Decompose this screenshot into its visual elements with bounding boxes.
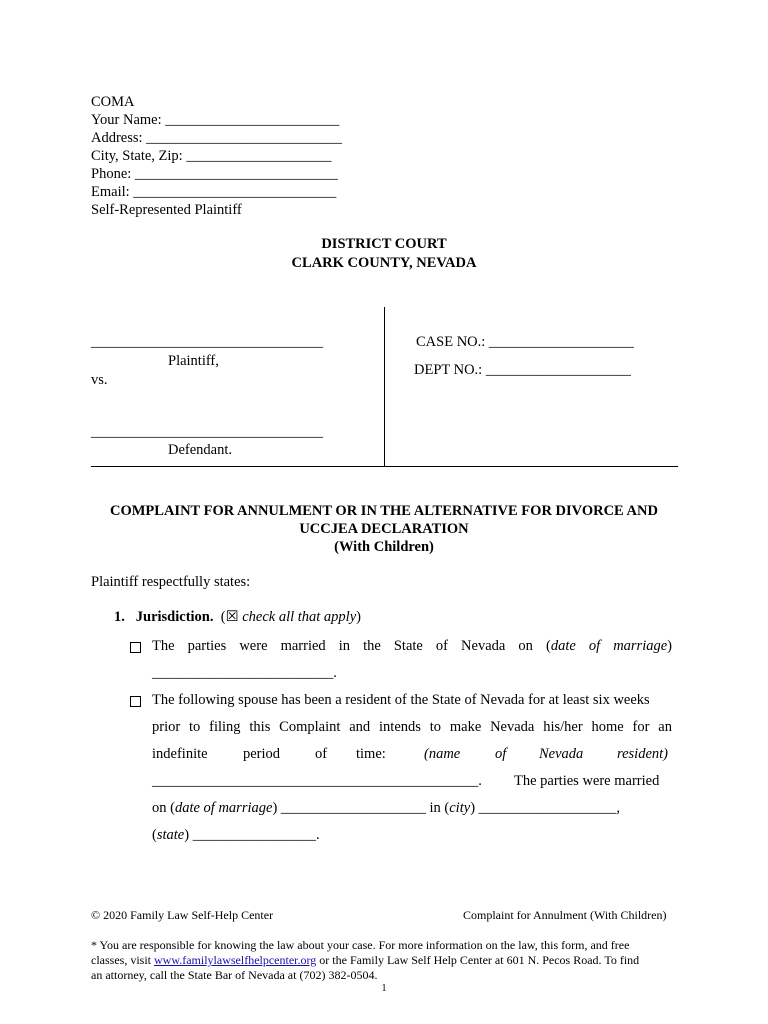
document-title-line1: COMPLAINT FOR ANNULMENT OR IN THE ALTERNATIVE FOR DIVORCE AND [110, 503, 658, 519]
section-note-open: (☒ [220, 609, 243, 625]
footer-notice-line3: an attorney, call the State Bar of Nevada at (702) 382-0504. [91, 968, 378, 982]
city-state-zip-field[interactable]: City, State, Zip: ____________________ [91, 148, 332, 164]
section-jurisdiction [114, 609, 361, 626]
your-name-field[interactable]: Your Name: ________________________ [91, 112, 340, 128]
section-note-close: ) [356, 609, 361, 625]
item2-line2: prior to filing this Complaint and intends to make Nevada his/her home for an [152, 719, 672, 735]
footer-document-name: Complaint for Annulment (With Children) [463, 908, 667, 922]
item1-date-field[interactable]: _________________________. [152, 665, 337, 681]
document-subtitle: (With Children) [334, 539, 434, 555]
item2-line1: The following spouse has been a resident of the State of Nevada for at least six weeks [152, 692, 650, 708]
dept-number-field[interactable]: DEPT NO.: ____________________ [414, 362, 631, 378]
self-help-center-link[interactable]: www.familylawselfhelpcenter.org [154, 953, 317, 967]
defendant-label: Defendant. [168, 442, 233, 458]
section-note: check all that apply [242, 609, 357, 625]
form-code: COMA [91, 94, 135, 110]
section-heading: Jurisdiction. [135, 609, 214, 625]
married-in-nevada-checkbox[interactable] [130, 642, 141, 653]
footer-notice-line2: classes, visit www.familylawselfhelpcenter.org or the Family Law Self Help Center at 601 N. Pecos Road. To find [91, 953, 640, 967]
item2-line6[interactable]: (state) _________________. [152, 827, 320, 843]
item2-line5[interactable]: on (date of marriage) ____________________ in (city) ___________________, [152, 800, 621, 816]
court-name: DISTRICT COURT [321, 236, 447, 252]
court-county: CLARK COUNTY, NEVADA [291, 255, 477, 271]
footer-notice-line1: * You are responsible for knowing the law about your case. For more information on the law, this form, and free [91, 938, 630, 952]
page-number: 1 [381, 983, 387, 994]
party-role: Self-Represented Plaintiff [91, 202, 242, 218]
address-field[interactable]: Address: ___________________________ [91, 130, 342, 146]
vertical-divider [384, 307, 385, 467]
plaintiff-name-field[interactable]: ________________________________ [91, 334, 323, 350]
resident-name-field[interactable]: _____________________________________________. [152, 773, 482, 789]
section-number: 1. [114, 609, 125, 625]
horizontal-divider [91, 466, 678, 467]
defendant-name-field[interactable]: ________________________________ [91, 424, 323, 440]
email-field[interactable]: Email: ____________________________ [91, 184, 337, 200]
phone-field[interactable]: Phone: ____________________________ [91, 166, 338, 182]
nevada-resident-checkbox[interactable] [130, 696, 141, 707]
item1-line1: The parties were married in the State of Nevada on (date of marriage) [152, 638, 673, 654]
versus-label: vs. [91, 372, 108, 388]
footer-copyright: © 2020 Family Law Self-Help Center [91, 908, 274, 922]
item2-line4-text: The parties were married [514, 773, 660, 789]
case-number-field[interactable]: CASE NO.: ____________________ [416, 334, 634, 350]
intro-text: Plaintiff respectfully states: [91, 574, 251, 590]
document-title-line2: UCCJEA DECLARATION [299, 521, 469, 537]
plaintiff-label: Plaintiff, [168, 353, 219, 369]
